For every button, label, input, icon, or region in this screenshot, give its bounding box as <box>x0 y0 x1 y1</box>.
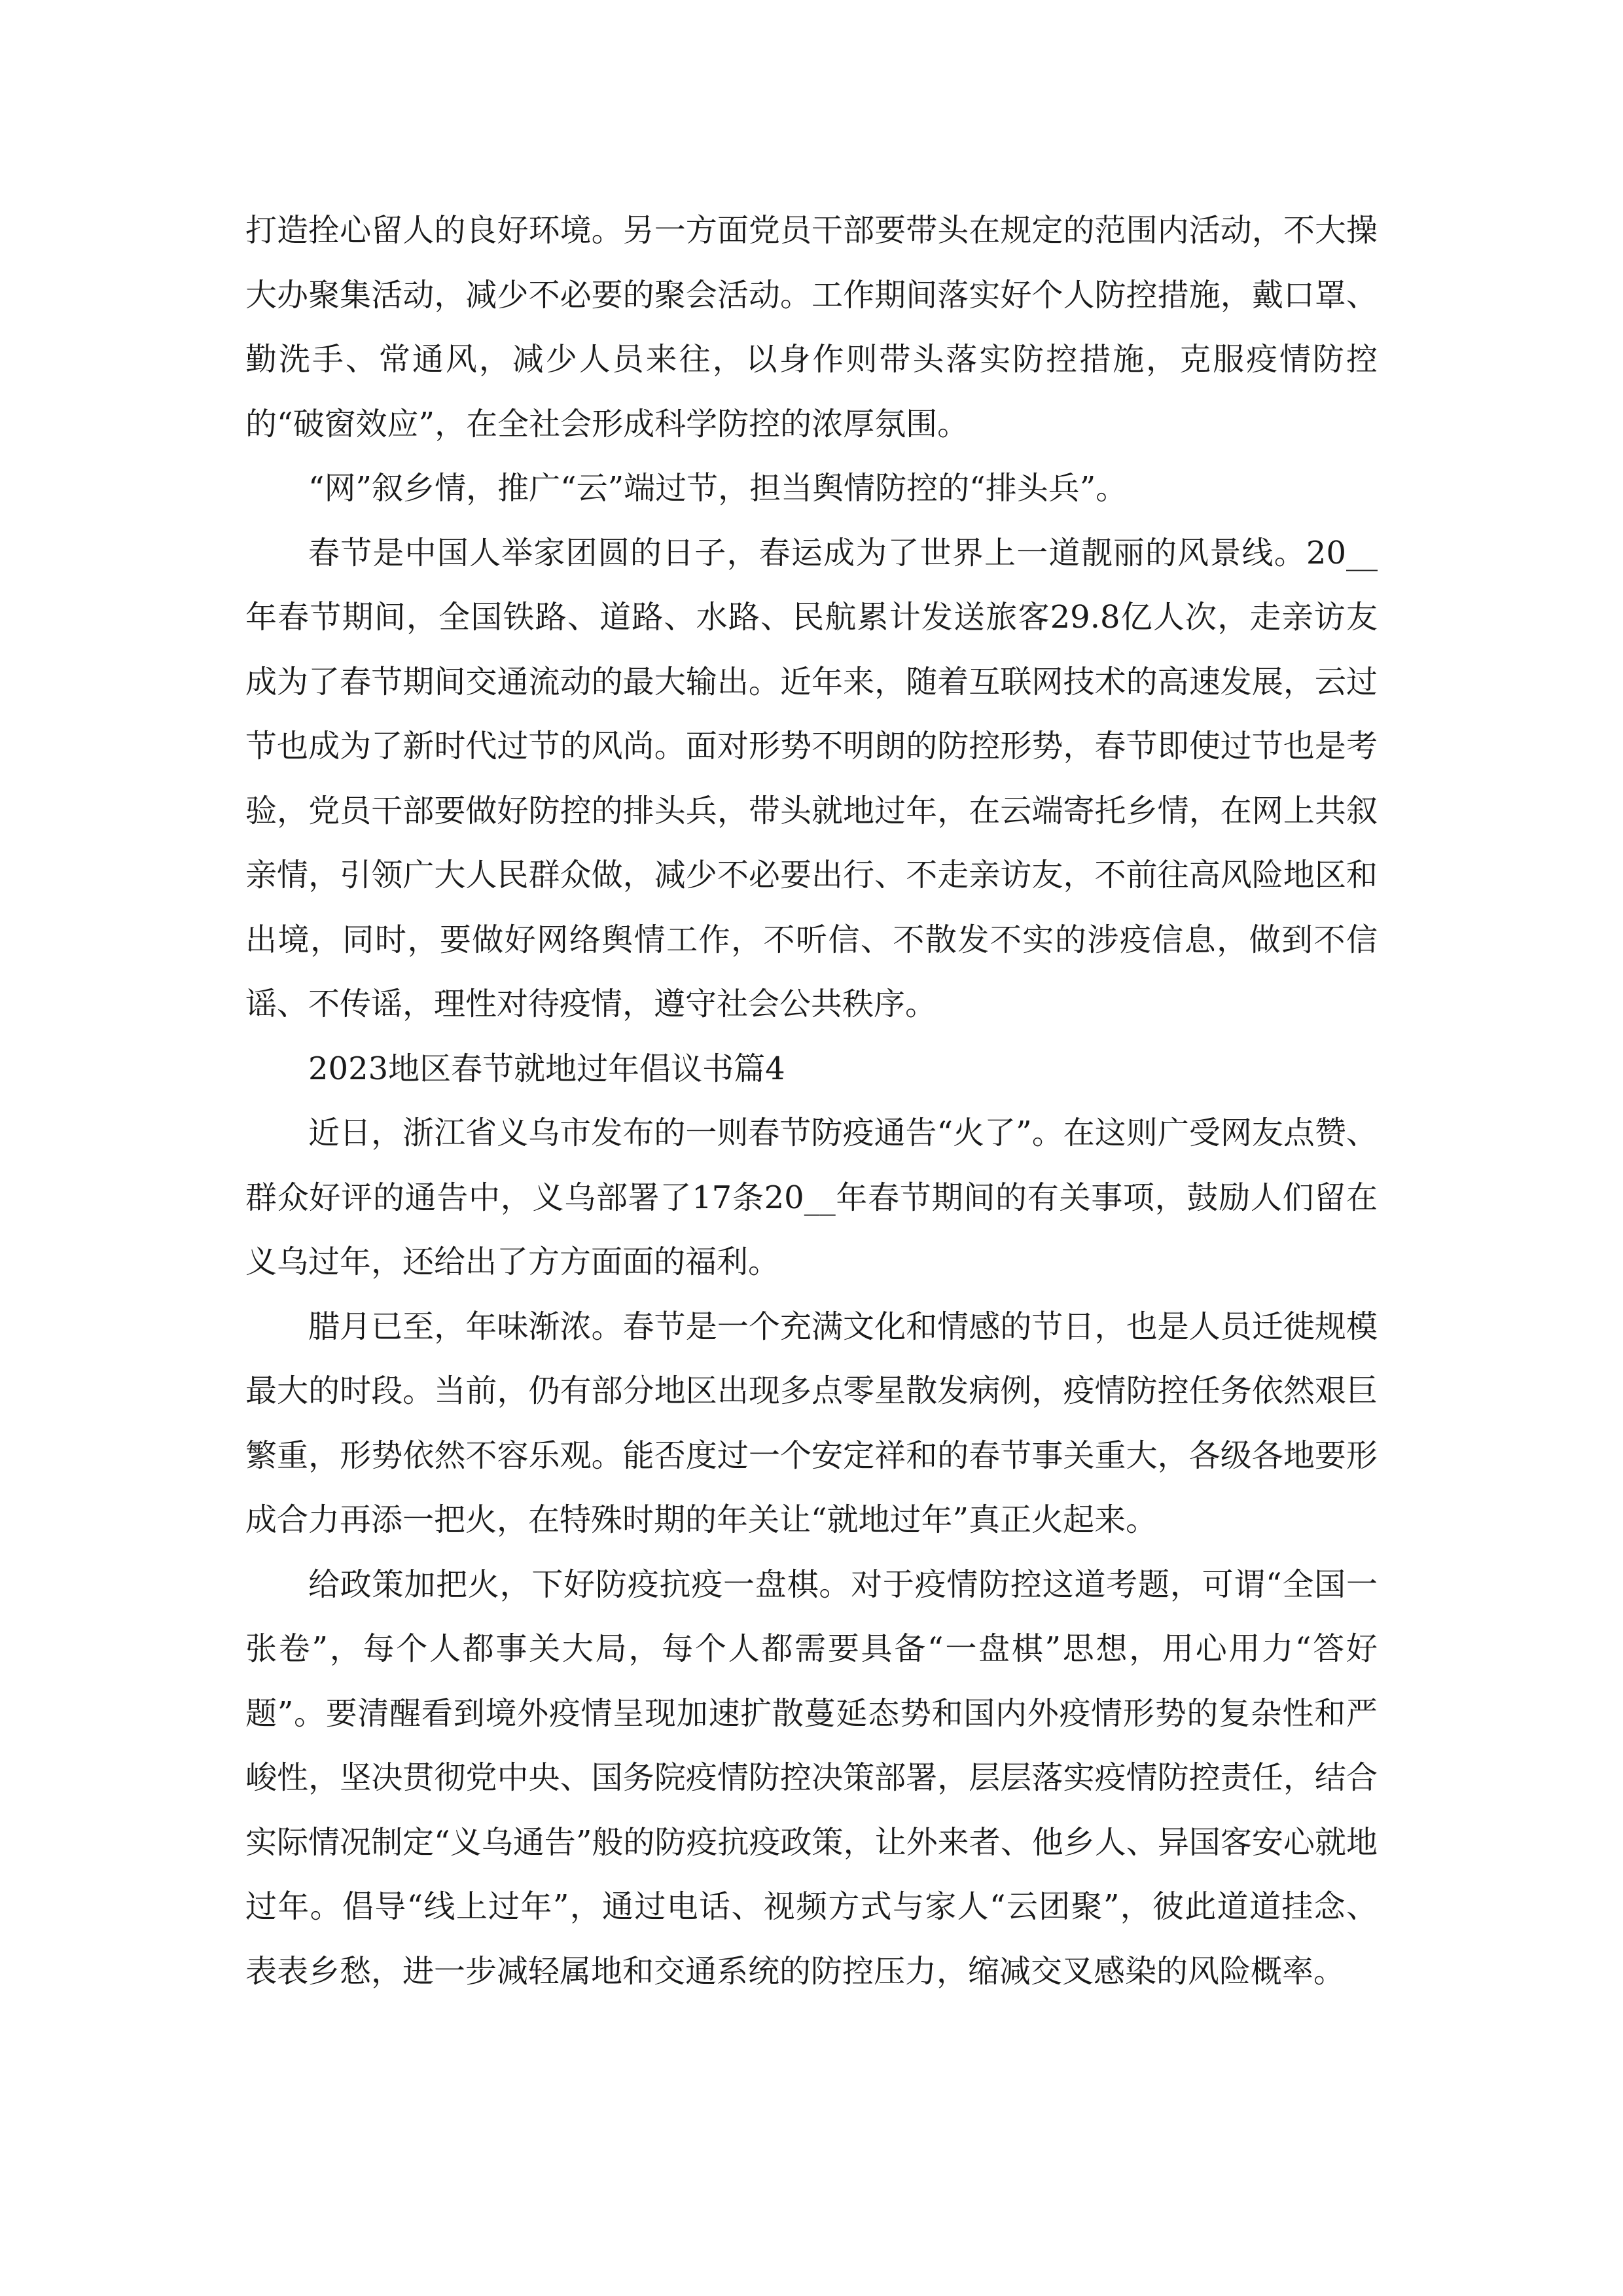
paragraph-3: 春节是中国人举家团圆的日子，春运成为了世界上一道靓丽的风景线。20__年春节期间，全国铁路、道路、水路、民航累计发送旅客29.8亿人次，走亲访友成为了春节期间交通流动的最大输出。近年来，随着互联网技术的高速发展，云过节也成为了新时代过节的风尚。面对形势不明朗的防控形势，春节即使过节也是考验，党员干部要做好防控的排头兵，带头就地过年，在云端寄托乡情，在网上共叙亲情，引领广大人民群众做，减少不必要出行、不走亲访友，不前往高风险地区和出境，同时，要做好网络舆情工作，不听信、不散发不实的涉疫信息，做到不信谣、不传谣，理性对待疫情，遵守社会公共秩序。 <box>245 534 1378 1022</box>
section-heading: 2023地区春节就地过年倡议书篇4 <box>308 1050 785 1087</box>
paragraph-1: 打造拴心留人的良好环境。另一方面党员干部要带头在规定的范围内活动，不大操大办聚集活动，减少不必要的聚会活动。工作期间落实好个人防控措施，戴口罩、勤洗手、常通风，减少人员来往，以身作则带头落实防控措施，克服疫情防控的“破窗效应”，在全社会形成科学防控的浓厚氛围。 <box>245 212 1378 442</box>
paragraph-7: 给政策加把火，下好防疫抗疫一盘棋。对于疫情防控这道考题，可谓“全国一张卷”，每个人都事关大局，每个人都需要具备“一盘棋”思想，用心用力“答好题”。要清醒看到境外疫情呈现加速扩散蔓延态势和国内外疫情形势的复杂性和严峻性，坚决贯彻党中央、国务院疫情防控决策部署，层层落实疫情防控责任，结合实际情况制定“义乌通告”般的防疫抗疫政策，让外来者、他乡人、异国客安心就地过年。倡导“线上过年”，通过电话、视频方式与家人“云团聚”，彼此道道挂念、表表乡愁，进一步减轻属地和交通系统的防控压力，缩减交叉感染的风险概率。 <box>245 1566 1378 1990</box>
paragraph-6: 腊月已至，年味渐浓。春节是一个充满文化和情感的节日，也是人员迁徙规模最大的时段。当前，仍有部分地区出现多点零星散发病例，疫情防控任务依然艰巨繁重，形势依然不容乐观。能否度过一个安定祥和的春节事关重大，各级各地要形成合力再添一把火，在特殊时期的年关让“就地过年”真正火起来。 <box>245 1308 1378 1538</box>
paragraph-2-subheading: “网”叙乡情，推广“云”端过节，担当舆情防控的“排头兵”。 <box>308 470 1128 507</box>
document-body <box>245 198 1378 2003</box>
paragraph-5: 近日，浙江省义乌市发布的一则春节防疫通告“火了”。在这则广受网友点赞、群众好评的通告中，义乌部署了17条20__年春节期间的有关事项，鼓励人们留在义乌过年，还给出了方方面面的福利。 <box>245 1115 1378 1280</box>
